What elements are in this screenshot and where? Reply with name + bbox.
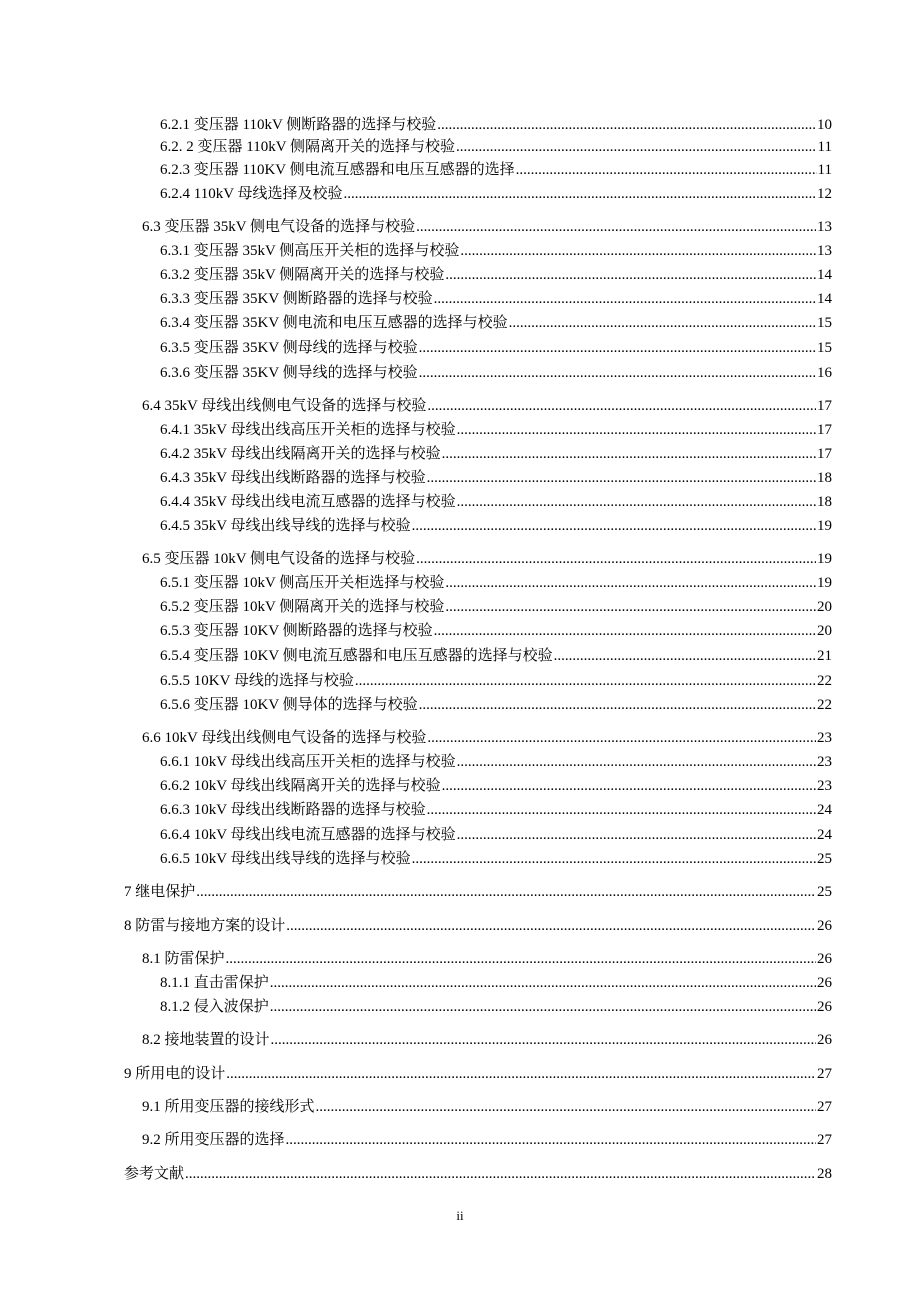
toc-entry-page: 26 — [817, 975, 832, 991]
toc-entry-page: 17 — [817, 446, 832, 462]
toc-entry[interactable] — [124, 883, 832, 901]
toc-entry[interactable] — [160, 998, 832, 1016]
toc-leader — [457, 493, 816, 511]
toc-entry-page: 11 — [817, 162, 832, 178]
toc-entry[interactable] — [160, 469, 832, 487]
toc-entry-page: 27 — [817, 1066, 832, 1082]
toc-leader — [457, 421, 816, 439]
toc-entry-title: 6.4.2 35kV 母线出线隔离开关的选择与校验 — [160, 446, 441, 462]
toc-leader — [442, 445, 816, 463]
toc-entry[interactable] — [160, 801, 832, 819]
toc-entry-page: 22 — [817, 697, 832, 713]
toc-entry-title: 6.4.3 35kV 母线出线断路器的选择与校验 — [160, 470, 426, 486]
toc-entry[interactable] — [124, 1165, 832, 1183]
toc-entry-page: 27 — [817, 1099, 832, 1115]
toc-entry-title: 6.2.3 变压器 110KV 侧电流互感器和电压互感器的选择 — [160, 162, 515, 178]
toc-entry-title: 9.1 所用变压器的接线形式 — [142, 1099, 315, 1115]
toc-entry-page: 11 — [817, 139, 832, 155]
toc-entry-title: 9.2 所用变压器的选择 — [142, 1132, 285, 1148]
toc-entry-page: 14 — [817, 291, 832, 307]
toc-leader — [456, 138, 817, 156]
toc-entry[interactable] — [160, 777, 832, 795]
toc-entry[interactable] — [142, 950, 832, 968]
toc-leader — [412, 850, 816, 868]
toc-entry[interactable] — [160, 850, 832, 868]
toc-leader — [434, 622, 816, 640]
toc-leader — [457, 753, 816, 771]
toc-entry[interactable] — [142, 1031, 832, 1049]
toc-entry-title: 6.2.4 110kV 母线选择及校验 — [160, 186, 343, 202]
toc-leader — [185, 1165, 816, 1183]
toc-entry-page: 12 — [817, 186, 832, 202]
toc-leader — [442, 777, 816, 795]
toc-entry[interactable] — [142, 550, 832, 568]
toc-entry-title: 6.3.1 变压器 35kV 侧高压开关柜的选择与校验 — [160, 243, 460, 259]
toc-entry-title: 6.2. 2 变压器 110kV 侧隔离开关的选择与校验 — [160, 139, 456, 155]
toc-leader — [460, 242, 816, 260]
toc-entry-page: 17 — [817, 422, 832, 438]
toc-leader — [427, 729, 816, 747]
toc-entry-page: 18 — [817, 470, 832, 486]
toc-leader — [286, 917, 816, 935]
toc-entry-title: 6.6.1 10kV 母线出线高压开关柜的选择与校验 — [160, 754, 456, 770]
toc-entry-page: 20 — [817, 599, 832, 615]
toc-entry-title: 6.5.2 变压器 10kV 侧隔离开关的选择与校验 — [160, 599, 445, 615]
toc-entry-page: 22 — [817, 673, 832, 689]
toc-entry[interactable] — [160, 266, 832, 284]
toc-entry[interactable] — [160, 421, 832, 439]
toc-entry-page: 19 — [817, 575, 832, 591]
toc-entry[interactable] — [142, 729, 832, 747]
toc-entry-page: 24 — [817, 827, 832, 843]
toc-entry-page: 23 — [817, 730, 832, 746]
page-number-footer: ii — [456, 1208, 464, 1223]
toc-entry-title: 9 所用电的设计 — [124, 1066, 226, 1082]
toc-entry-title: 6.4.5 35kV 母线出线导线的选择与校验 — [160, 518, 411, 534]
toc-entry-page: 16 — [817, 365, 832, 381]
toc-entry-title: 6.3.5 变压器 35KV 侧母线的选择与校验 — [160, 340, 418, 356]
toc-entry[interactable] — [142, 218, 832, 236]
toc-entry-page: 18 — [817, 494, 832, 510]
toc-leader — [434, 290, 816, 308]
toc-entry-page: 26 — [817, 918, 832, 934]
toc-entry-page: 20 — [817, 623, 832, 639]
toc-entry-title: 6.6.2 10kV 母线出线隔离开关的选择与校验 — [160, 778, 441, 794]
toc-entry-title: 6.3.4 变压器 35KV 侧电流和电压互感器的选择与校验 — [160, 315, 508, 331]
toc-leader — [416, 550, 816, 568]
toc-entry-title: 6.4.1 35kV 母线出线高压开关柜的选择与校验 — [160, 422, 456, 438]
toc-leader — [445, 574, 816, 592]
toc-entry[interactable] — [160, 116, 832, 134]
toc-entry-title: 6.6.4 10kV 母线出线电流互感器的选择与校验 — [160, 827, 456, 843]
toc-entry[interactable] — [160, 364, 832, 382]
toc-leader — [196, 883, 816, 901]
toc-entry[interactable] — [160, 974, 832, 992]
toc-entry-title: 6.6.3 10kV 母线出线断路器的选择与校验 — [160, 802, 426, 818]
toc-entry-page: 17 — [817, 398, 832, 414]
toc-entry-title: 6.2.1 变压器 110kV 侧断路器的选择与校验 — [160, 117, 437, 133]
toc-entry-page: 21 — [817, 648, 832, 664]
toc-entry-page: 15 — [817, 340, 832, 356]
toc-entry[interactable] — [160, 242, 832, 260]
toc-entry-page: 25 — [817, 884, 832, 900]
toc-leader — [270, 974, 816, 992]
toc-entry-page: 24 — [817, 802, 832, 818]
toc-leader — [226, 1065, 816, 1083]
toc-entry[interactable] — [160, 672, 832, 690]
toc-entry-title: 6.3.6 变压器 35KV 侧导线的选择与校验 — [160, 365, 418, 381]
toc-entry[interactable] — [124, 1065, 832, 1083]
toc-leader — [419, 696, 816, 714]
toc-entry[interactable] — [160, 598, 832, 616]
toc-entry-title: 8.1 防雷保护 — [142, 951, 225, 967]
toc-leader — [419, 364, 816, 382]
toc-entry-title: 8.2 接地装置的设计 — [142, 1032, 270, 1048]
toc-entry-title: 6.5.5 10KV 母线的选择与校验 — [160, 673, 354, 689]
toc-entry-title: 6.6.5 10kV 母线出线导线的选择与校验 — [160, 851, 411, 867]
toc-leader — [416, 218, 816, 236]
toc-entry[interactable] — [160, 314, 832, 332]
toc-entry-title: 6.3.2 变压器 35kV 侧隔离开关的选择与校验 — [160, 267, 445, 283]
toc-leader — [554, 647, 816, 665]
toc-entry[interactable] — [124, 917, 832, 935]
toc-leader — [457, 826, 816, 844]
toc-entry[interactable] — [160, 622, 832, 640]
toc-leader — [509, 314, 816, 332]
toc-entry-title: 6.3 变压器 35kV 侧电气设备的选择与校验 — [142, 219, 416, 235]
toc-leader — [445, 266, 816, 284]
toc-entry[interactable] — [160, 290, 832, 308]
toc-leader — [419, 339, 816, 357]
toc-leader — [516, 161, 817, 179]
toc-entry[interactable] — [160, 696, 832, 714]
toc-entry[interactable] — [142, 397, 832, 415]
toc-entry[interactable] — [160, 185, 832, 203]
toc-entry[interactable] — [160, 647, 832, 665]
toc-entry-title: 6.5.4 变压器 10KV 侧电流互感器和电压互感器的选择与校验 — [160, 648, 553, 664]
toc-entry-title: 参考文献 — [124, 1166, 185, 1182]
toc-entry[interactable] — [160, 138, 832, 156]
toc-entry-page: 15 — [817, 315, 832, 331]
toc-leader — [271, 1031, 816, 1049]
toc-entry-title: 6.5.6 变压器 10KV 侧导体的选择与校验 — [160, 697, 418, 713]
toc-leader — [355, 672, 816, 690]
toc-entry-title: 6.5.3 变压器 10KV 侧断路器的选择与校验 — [160, 623, 433, 639]
toc-leader — [316, 1098, 816, 1116]
toc-entry-title: 8 防雷与接地方案的设计 — [124, 918, 286, 934]
toc-leader — [344, 185, 816, 203]
toc-entry-title: 6.5 变压器 10kV 侧电气设备的选择与校验 — [142, 551, 416, 567]
toc-entry-page: 28 — [817, 1166, 832, 1182]
toc-leader — [412, 517, 816, 535]
toc-entry-page: 19 — [817, 551, 832, 567]
toc-leader — [445, 598, 816, 616]
toc-leader — [286, 1131, 816, 1149]
toc-entry-page: 19 — [817, 518, 832, 534]
toc-entry-title: 6.3.3 变压器 35KV 侧断路器的选择与校验 — [160, 291, 433, 307]
toc-entry-title: 6.4.4 35kV 母线出线电流互感器的选择与校验 — [160, 494, 456, 510]
toc-entry[interactable] — [142, 1098, 832, 1116]
toc-entry-page: 27 — [817, 1132, 832, 1148]
toc-entry-title: 8.1.1 直击雷保护 — [160, 975, 269, 991]
toc-entry[interactable] — [160, 339, 832, 357]
toc-entry[interactable] — [160, 445, 832, 463]
toc-entry-page: 26 — [817, 1032, 832, 1048]
toc-leader — [427, 469, 816, 487]
toc-entry[interactable] — [160, 574, 832, 592]
toc-entry[interactable] — [160, 517, 832, 535]
toc-entry-page: 26 — [817, 999, 832, 1015]
toc-leader — [427, 397, 816, 415]
toc-entry[interactable] — [160, 753, 832, 771]
toc-leader — [226, 950, 816, 968]
toc-entry-page: 10 — [817, 117, 832, 133]
toc-entry-page: 26 — [817, 951, 832, 967]
toc-entry-title: 6.6 10kV 母线出线侧电气设备的选择与校验 — [142, 730, 427, 746]
toc-entry-page: 25 — [817, 851, 832, 867]
toc-leader — [437, 116, 816, 134]
toc-entry-title: 8.1.2 侵入波保护 — [160, 999, 269, 1015]
toc-leader — [427, 801, 816, 819]
toc-entry-title: 6.4 35kV 母线出线侧电气设备的选择与校验 — [142, 398, 427, 414]
toc-leader — [270, 998, 816, 1016]
toc-entry[interactable] — [160, 493, 832, 511]
toc-entry[interactable] — [142, 1131, 832, 1149]
toc-entry-title: 7 继电保护 — [124, 884, 196, 900]
toc-entry-page: 14 — [817, 267, 832, 283]
toc-entry-title: 6.5.1 变压器 10kV 侧高压开关柜选择与校验 — [160, 575, 445, 591]
toc-entry-page: 13 — [817, 243, 832, 259]
toc-entry-page: 23 — [817, 778, 832, 794]
toc-entry-page: 13 — [817, 219, 832, 235]
toc-entry-page: 23 — [817, 754, 832, 770]
toc-entry[interactable] — [160, 826, 832, 844]
toc-entry[interactable] — [160, 161, 832, 179]
